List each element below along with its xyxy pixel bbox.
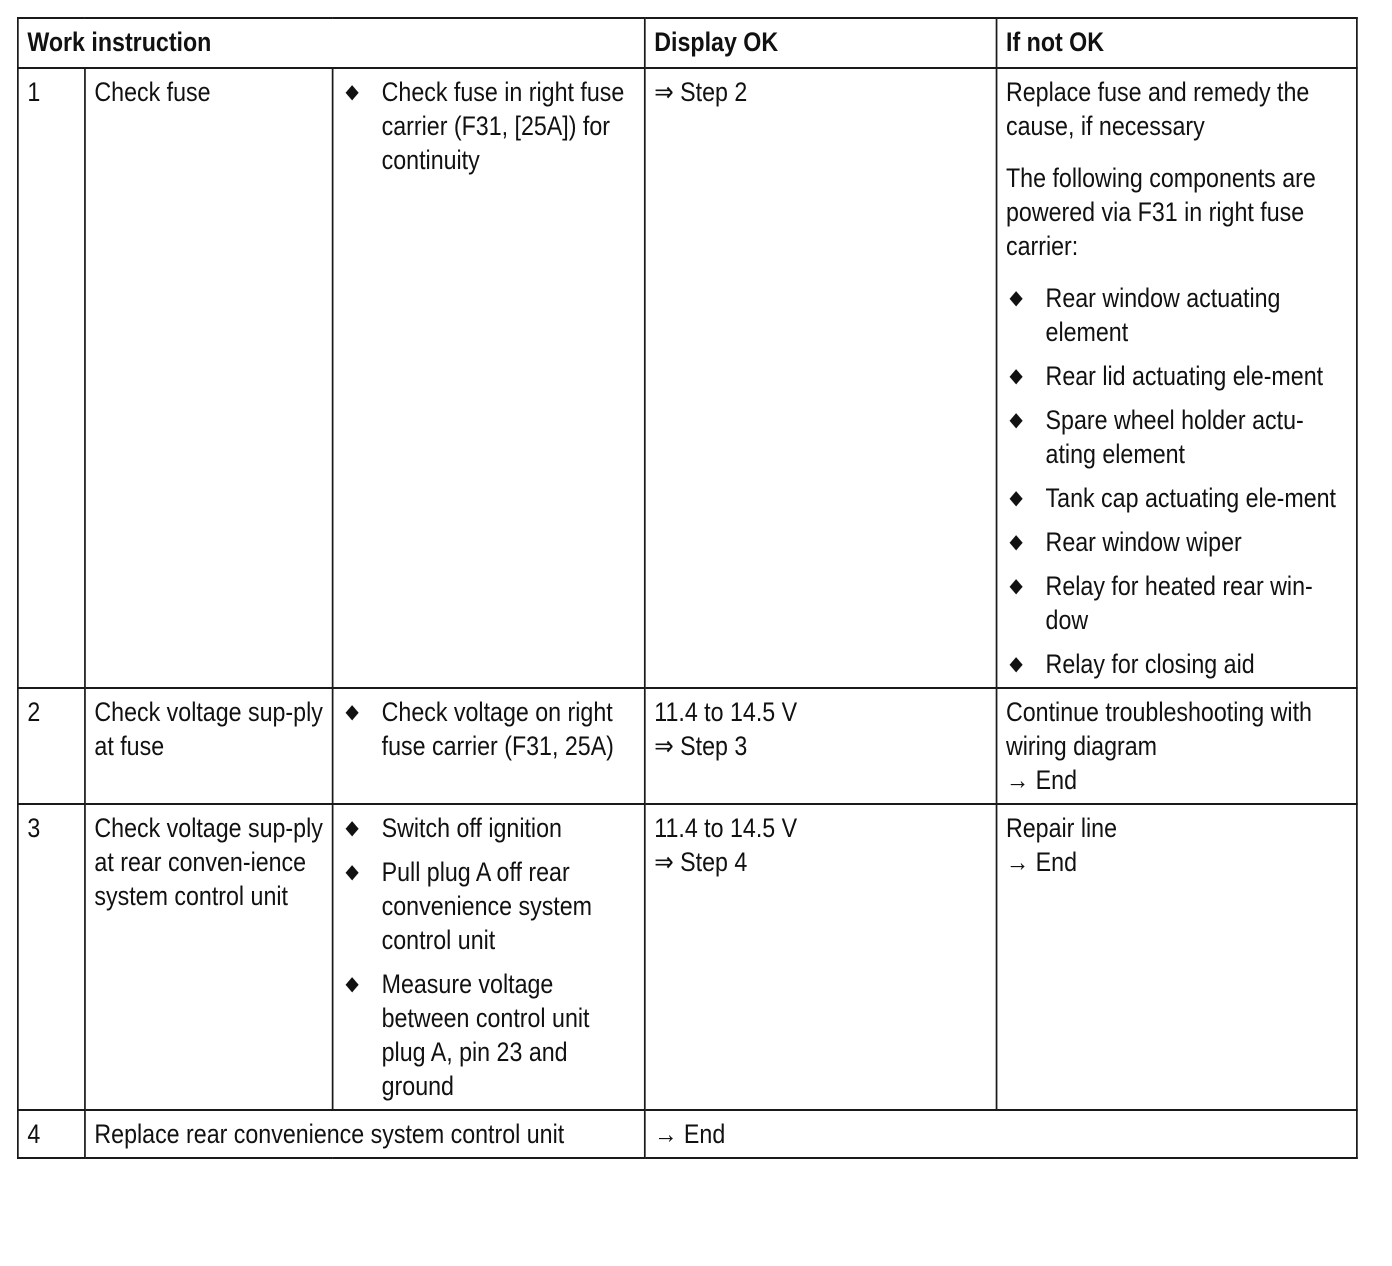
step-title: Check voltage sup-ply at rear conven-ience system control unit	[85, 804, 333, 1110]
diamond-bullet-icon: ◆	[345, 817, 359, 839]
step-number: 4	[18, 1110, 85, 1158]
work-instruction-table	[17, 17, 1358, 1159]
ok-line: ⇒ Step 3	[654, 731, 748, 761]
diamond-bullet-icon: ◆	[1009, 487, 1023, 509]
diamond-bullet-icon: ◆	[1009, 575, 1023, 597]
table-header-row	[18, 18, 1357, 68]
ok-line: ⇒ Step 2	[654, 77, 748, 107]
table-row	[18, 804, 1357, 1110]
notok-line: Continue troubleshooting with wiring diagram	[1006, 697, 1312, 761]
component-item: ◆ Relay for heated rear win-dow	[1006, 569, 1347, 637]
diamond-bullet-icon: ◆	[1009, 653, 1023, 675]
display-ok-cell	[645, 1110, 1357, 1158]
table-row	[18, 688, 1357, 804]
component-item: ◆ Rear lid actuating ele-ment	[1006, 359, 1347, 393]
step-actions	[333, 804, 645, 1110]
diamond-bullet-icon: ◆	[345, 861, 359, 883]
if-not-ok-cell	[997, 804, 1357, 1110]
step-title: Check voltage sup-ply at fuse	[85, 688, 333, 804]
step-number: 1	[18, 68, 85, 688]
ok-line: → End	[654, 1119, 726, 1149]
notok-line: → End	[1006, 765, 1077, 795]
display-ok-cell	[645, 688, 997, 804]
step-actions	[333, 688, 645, 804]
ok-line: 11.4 to 14.5 V	[654, 697, 798, 727]
action-item: ◆ Check voltage on right fuse carrier (F31, 25A)	[342, 695, 635, 763]
diamond-bullet-icon: ◆	[345, 81, 359, 103]
if-not-ok-cell	[997, 68, 1357, 688]
ok-line: 11.4 to 14.5 V	[654, 813, 798, 843]
header-display-ok: Display OK	[645, 18, 997, 68]
component-item: ◆ Rear window actuating element	[1006, 281, 1347, 349]
action-item: ◆ Measure voltage between control unit plug A, pin 23 and ground	[342, 967, 635, 1103]
component-item: ◆ Spare wheel holder actu-ating element	[1006, 403, 1347, 471]
diamond-bullet-icon: ◆	[1009, 531, 1023, 553]
step-number: 3	[18, 804, 85, 1110]
component-item: ◆ Relay for closing aid	[1006, 647, 1347, 681]
step-title: Replace rear convenience system control unit	[85, 1110, 645, 1158]
display-ok-cell	[645, 804, 997, 1110]
diamond-bullet-icon: ◆	[345, 973, 359, 995]
remedy-text: Replace fuse and remedy the cause, if necessary	[1006, 77, 1310, 141]
table-row	[18, 68, 1357, 688]
component-item: ◆ Tank cap actuating ele-ment	[1006, 481, 1347, 515]
component-item: ◆ Rear window wiper	[1006, 525, 1347, 559]
ok-line: ⇒ Step 4	[654, 847, 748, 877]
diamond-bullet-icon: ◆	[1009, 409, 1023, 431]
step-title: Check fuse	[85, 68, 333, 688]
action-item: ◆ Switch off ignition	[342, 811, 635, 845]
action-item: ◆ Pull plug A off rear convenience system control unit	[342, 855, 635, 957]
notok-line: → End	[1006, 847, 1077, 877]
diamond-bullet-icon: ◆	[1009, 287, 1023, 309]
display-ok-cell	[645, 68, 997, 688]
step-actions	[333, 68, 645, 688]
diamond-bullet-icon: ◆	[1009, 365, 1023, 387]
if-not-ok-cell	[997, 688, 1357, 804]
step-number: 2	[18, 688, 85, 804]
components-intro: The following components are powered via F31 in right fuse carrier:	[1006, 163, 1316, 261]
header-if-not-ok: If not OK	[997, 18, 1357, 68]
diamond-bullet-icon: ◆	[345, 701, 359, 723]
notok-line: Repair line	[1006, 813, 1118, 843]
header-work-instruction: Work instruction	[18, 18, 645, 68]
table-row	[18, 1110, 1357, 1158]
action-item: ◆ Check fuse in right fuse carrier (F31, [25A]) for continuity	[342, 75, 635, 177]
